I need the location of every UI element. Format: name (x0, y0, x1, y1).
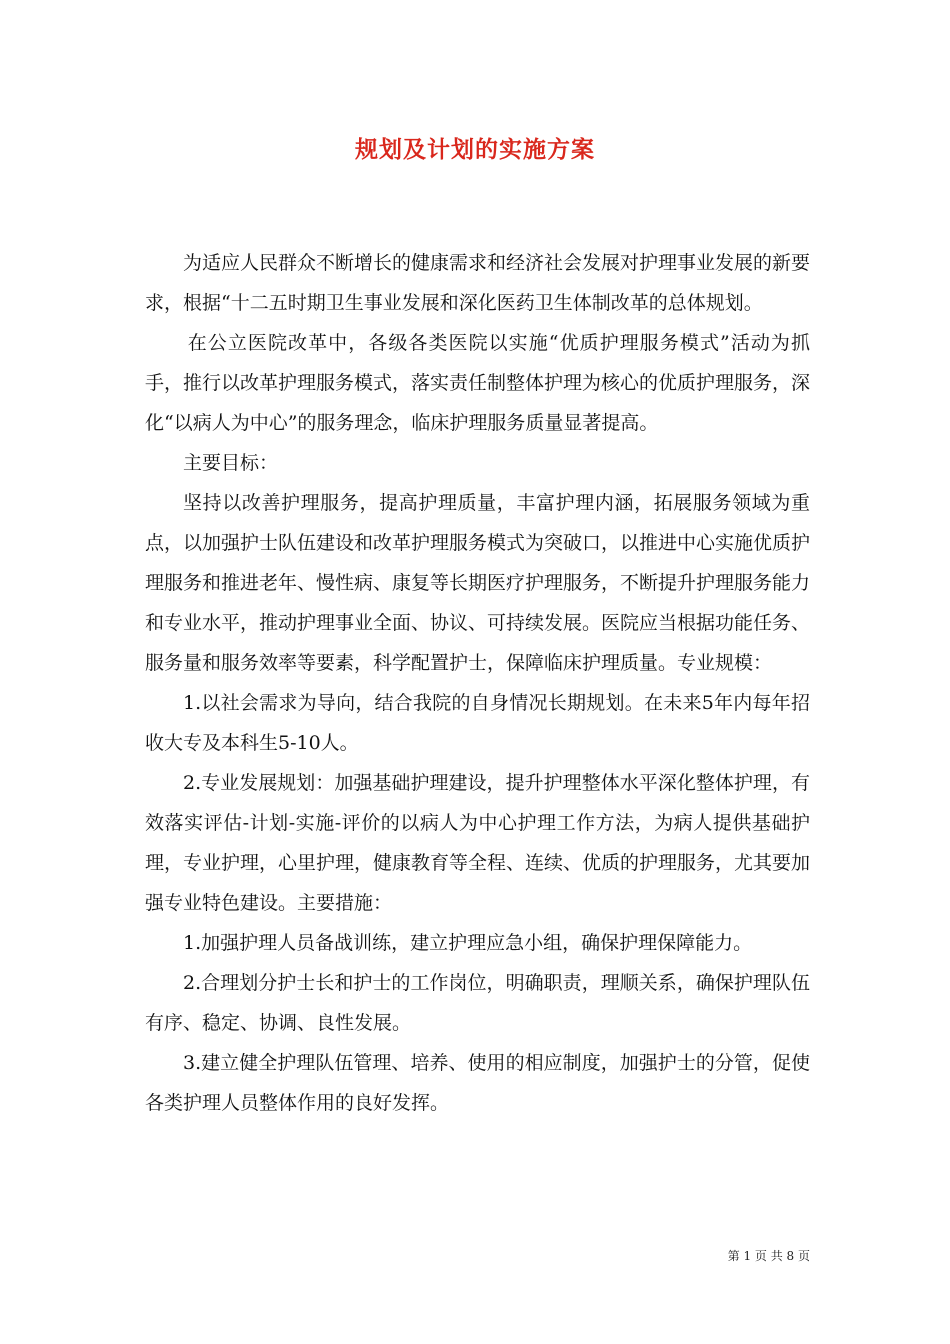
paragraph-measure-1: 1.加强护理人员备战训练，建立护理应急小组，确保护理保障能力。 (183, 932, 753, 954)
paragraph-main-goal: 坚持以改善护理服务，提高护理质量，丰富护理内涵，拓展服务领域为重点，以加强护士队伍建设和改革护理服务模式为突破口，以推进中心实施优质护理服务和推进老年、慢性病、康复等长期医疗护理服务，不断提升护理服务能力和专业水平，推动护理事业全面、协议、可持续发展。医院应当根据功能任务、服务量和服务效率等要素，科学配置护士，保障临床护理质量。专业规模： (145, 492, 811, 674)
paragraph-measure-3: 3.建立健全护理队伍管理、培养、使用的相应制度，加强护士的分管，促使各类护理人员整体作用的良好发挥。 (145, 1052, 810, 1114)
paragraph-main-goal-heading: 主要目标： (183, 452, 279, 474)
paragraph-reform: 在公立医院改革中，各级各类医院以实施“优质护理服务模式”活动为抓手，推行以改革护理服务模式，落实责任制整体护理为核心的优质护理服务，深化“以病人为中心”的服务理念，临床护理服务质量显著提高。 (145, 332, 811, 434)
paragraph-intro: 为适应人民群众不断增长的健康需求和经济社会发展对护理事业发展的新要求，根据“十二五时期卫生事业发展和深化医药卫生体制改革的总体规划。 (145, 252, 811, 314)
document-body (145, 243, 810, 1123)
paragraph-measure-2: 2.合理划分护士长和护士的工作岗位，明确职责，理顺关系，确保护理队伍有序、稳定、协调、良性发展。 (145, 972, 810, 1034)
page-title: 规划及计划的实施方案 (355, 136, 595, 163)
paragraph-scale-item-2: 2.专业发展规划：加强基础护理建设，提升护理整体水平深化整体护理，有效落实评估-计划-实施-评价的以病人为中心护理工作方法，为病人提供基础护理，专业护理，心里护理，健康教育等全程、连续、优质的护理服务，尤其要加强专业特色建设。主要措施： (145, 772, 811, 914)
paragraph-scale-item-1: 1.以社会需求为导向，结合我院的自身情况长期规划。在未来5年内每年招收大专及本科生5-10人。 (145, 692, 810, 754)
page-number: 第 1 页 共 8 页 (727, 1249, 810, 1263)
